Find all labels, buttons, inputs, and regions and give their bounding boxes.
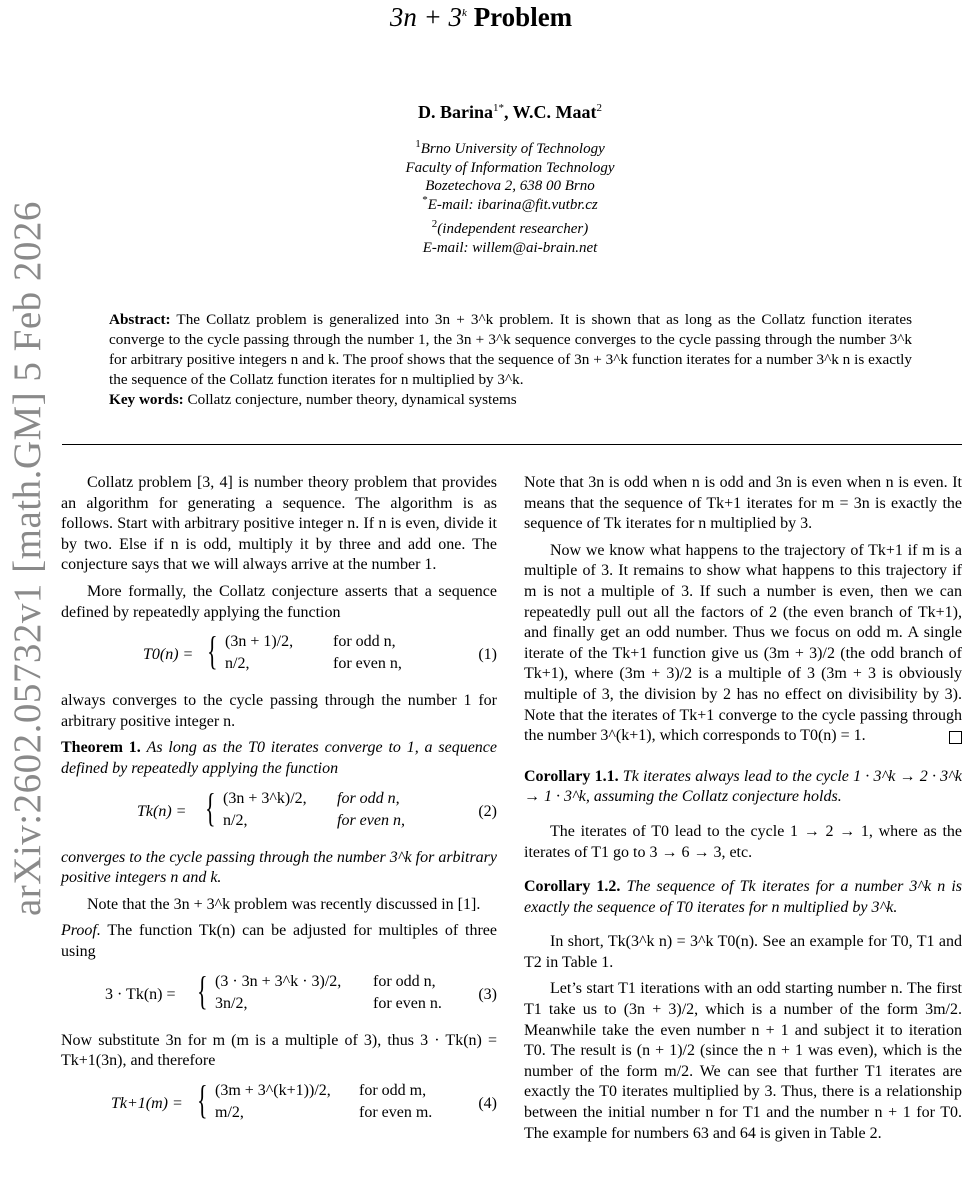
eq1-lhs: T0(n) = [143,646,194,664]
affil-email-1: E-mail: ibarina@fit.vutbr.cz [427,196,598,213]
example-paragraph: Let’s start T1 iterations with an odd starting number n. The first T1 take us to (3n + 3)/2, which is a number of the form 3m/2. Meanwhile take the even number n + 1 and subject it to iteration T0. The result is (n + 1)/2 (since the n + 1 was even), which is the number of the form m/2. We can see that further T1 iterates are exactly the T0 iterates multiplied by 3. Thus, there is a relationship between the initial number n for T1 and the number n + 1 for T0. The example for numbers 63 and 64 is given in Table 2. [524,980,962,1142]
author-2: W.C. Maat [512,102,597,122]
theorem-1-tail: converges to the cycle passing through the number 3^k for arbitrary positive integers n and k. [61,848,497,887]
corollary-1-1 [524,767,962,808]
eq1-even-expr: n/2, [225,655,250,673]
equation-3 [61,969,497,1021]
affil-star-mark: * [422,193,428,206]
converge-paragraph: always converges to the cycle passing through the number 1 for arbitrary positive integer n. [61,692,497,730]
trajectory-text: Now we know what happens to the trajectory of Tk+1 if m is a multiple of 3. It remains to show what happens to this trajectory if m is not a multiple of 3. If such a number is even, then we can repeatedly pull out all the factors of 2 (the even branch of Tk+1), and finally get an odd number. Thus we focus on odd m. A single iterate of the Tk+1 function give us (3m + 3)/2 (the odd branch of Tk+1), where (3m + 3)/2 is a multiple of 3 (3m + 3 is obviously multiple of 3, the division by 2 has no effect on divisibility by 3). Note that the iterates of Tk+1 converge to the cycle passing through the number 3^(k+1), which corresponds to T0(n) = 1. [524,541,962,745]
eq4-even-expr: m/2, [215,1103,244,1121]
eq3-brace: { [197,967,208,1013]
eq3-even-cond: for even n. [373,994,442,1012]
eq1-odd-expr: (3n + 1)/2, [225,633,294,651]
substitute-paragraph: Now substitute 3n for m (m is a multiple of 3), thus 3 · Tk(n) = Tk+1(3n), and therefore [61,1031,497,1070]
eq4-brace: { [197,1076,208,1122]
affil-2-mark: 2 [431,218,438,230]
authors [0,100,962,124]
affil-1-mark: 1 [415,138,421,150]
eq1-even-cond: for even n, [333,655,402,673]
eq3-lhs: 3 · Tk(n) = [105,985,176,1003]
corollary-1-1-body: Tk iterates always lead to the cycle 1 · 3^k → 2 · 3^k → 1 · 3^k, assuming the Collatz conjecture holds. [524,767,962,806]
note-paragraph: Note that the 3n + 3^k problem was recently discussed in [1]. [87,895,481,913]
equation-2 [61,786,497,838]
eq2-odd-expr: (3n + 3^k)/2, [223,789,307,807]
corollary-1-2-body: The sequence of Tk iterates for a number 3^k n is exactly the sequence of T0 iterates for n multiplied by 3^k. [524,878,962,916]
eq4-odd-expr: (3m + 3^(k+1))/2, [215,1081,331,1099]
cycle-paragraph: The iterates of T0 lead to the cycle 1 → 2 → 1, where as the iterates of T1 go to 3 → 6 → 3, etc. [524,822,962,861]
eq3-number: (3) [478,985,497,1003]
eq3-even-expr: 3n/2, [215,994,248,1012]
author-2-mark: 2 [596,102,603,114]
equation-4 [61,1078,497,1130]
trajectory-paragraph [524,541,962,747]
keywords-label: Key words: [109,391,184,408]
affil-independent: (independent researcher) [437,221,589,237]
theorem-1 [61,738,497,779]
author-sep: , [503,102,513,122]
title-math: 3n + 3 [389,2,463,32]
formal-paragraph: More formally, the Collatz conjecture asserts that a sequence defined by repeatedly applying the function [61,582,497,621]
right-column [524,473,962,1150]
abstract-label: Abstract: [109,311,171,328]
abstract [109,310,912,410]
eq2-number: (2) [478,802,497,820]
parity-paragraph: Note that 3n is odd when n is odd and 3n is even when n is even. It means that the sequence of Tk+1 iterates for m = 3n is exactly the sequence of Tk iterates for n multiplied by 3. [524,474,962,533]
left-column [61,473,497,1140]
eq4-even-cond: for even m. [359,1103,433,1121]
title-word: Problem [473,2,573,32]
eq2-even-cond: for even n, [337,811,405,829]
equation-1 [61,629,497,681]
qed-icon [949,731,962,744]
affil-faculty: Faculty of Information Technology [405,159,615,176]
paper-title [0,0,962,34]
eq2-odd-cond: for odd n, [337,789,400,807]
eq4-odd-cond: for odd m, [359,1081,427,1099]
proof [61,921,497,962]
corollary-1-1-head: Corollary 1.1. [524,767,619,785]
affil-address: Bozetechova 2, 638 00 Brno [425,178,595,194]
eq2-brace: { [205,784,216,830]
eq2-lhs: Tk(n) = [137,802,187,820]
eq2-even-expr: n/2, [223,811,248,829]
section-divider [62,444,962,445]
theorem-1-head: Theorem 1. [61,739,141,757]
eq4-lhs: Tk+1(m) = [111,1094,183,1112]
affil-university: Brno University of Technology [420,141,605,157]
proof-body: The function Tk(n) can be adjusted for multiples of three using [61,922,497,960]
eq1-odd-cond: for odd n, [333,633,396,651]
keywords: Collatz conjecture, number theory, dynamical systems [187,391,517,408]
eq1-brace: { [207,628,218,674]
intro-paragraph: Collatz problem [3, 4] is number theory problem that provides an algorithm for generating a sequence. The algorithm is as follows. Start with arbitrary positive integer n. If n is even, divide it by two. Else if n is odd, multiply it by three and add one. The conjecture says that we will always arrive at the number 1. [61,474,497,574]
author-1-mark: 1* [492,102,504,114]
corollary-1-2 [524,877,962,918]
abstract-text: The Collatz problem is generalized into 3n + 3^k problem. It is shown that as long as the Collatz function iterates converge to the cycle passing through the number 1, the 3n + 3^k sequence converges to the cycle passing through the number 3^k for arbitrary positive integers n and k. The proof shows that the sequence of 3n + 3^k function iterates for a number 3^k n is exactly the sequence of the Collatz function iterates for n multiplied by 3^k. [109,311,912,388]
short-paragraph: In short, Tk(3^k n) = 3^k T0(n). See an example for T0, T1 and T2 in Table 1. [524,933,962,971]
eq3-odd-cond: for odd n, [373,972,436,990]
proof-head: Proof. [61,922,101,940]
eq4-number: (4) [478,1094,497,1112]
theorem-1-body: As long as the T0 iterates converge to 1, a sequence defined by repeatedly applying the function [61,739,497,777]
affiliations [0,140,962,257]
corollary-1-2-head: Corollary 1.2. [524,878,621,896]
author-1: D. Barina [417,102,493,122]
eq3-odd-expr: (3 · 3n + 3^k · 3)/2, [215,972,342,990]
eq1-number: (1) [478,646,497,664]
affil-email-2: E-mail: willem@ai-brain.net [422,239,598,256]
title-sup: k [462,7,467,19]
arxiv-identifier: arXiv:2602.05732v1 [math.GM] 5 Feb 2026 [6,201,49,916]
